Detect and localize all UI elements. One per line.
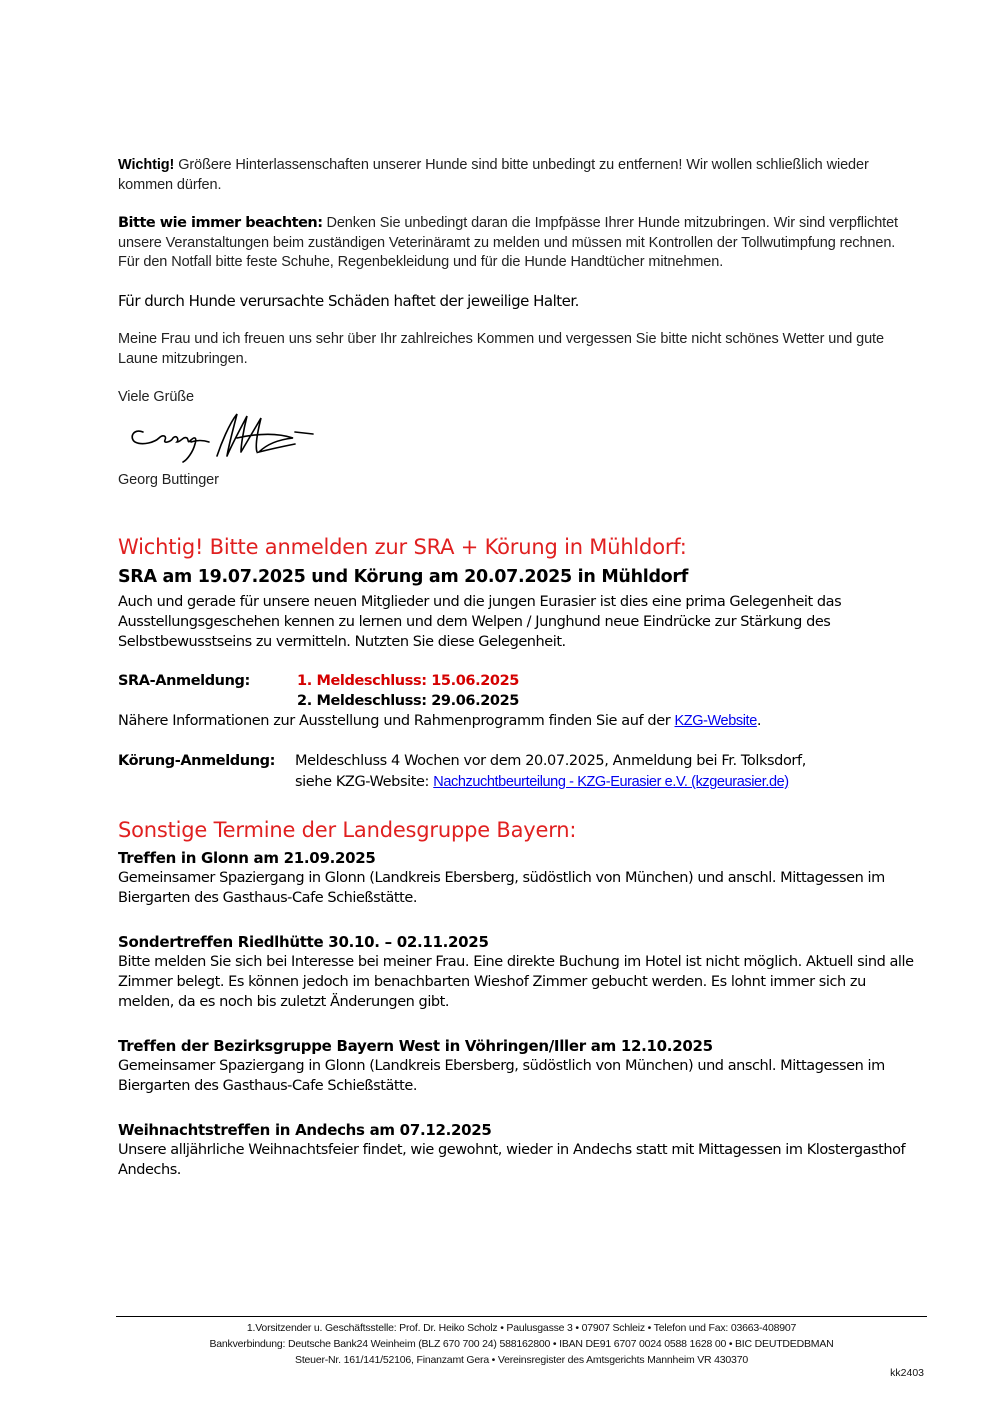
- signature-name: Georg Buttinger: [118, 472, 219, 488]
- greeting: Viele Grüße: [118, 389, 195, 405]
- sra-info-end: .: [756, 713, 762, 729]
- event-text: Unsere alljährliche Weihnachtsfeier findet, wie gewohnt, wieder in Andechs statt mit Mittagessen im Klostergasthof Andechs.: [118, 1142, 906, 1178]
- deadline-1: 1. Meldeschluss: 15.06.2025: [297, 673, 519, 689]
- event-item: [118, 1120, 918, 1180]
- footer-divider: [116, 1316, 927, 1317]
- reminder-paragraph: [118, 214, 918, 273]
- signature-image: [125, 408, 315, 464]
- event-item: [118, 848, 918, 908]
- koerung-line-2: [295, 774, 789, 790]
- deadline-2: 2. Meldeschluss: 29.06.2025: [297, 693, 519, 709]
- event-item: [118, 1036, 918, 1096]
- reminder-text: Denken Sie unbedingt daran die Impfpässe Ihrer Hunde mitzubringen. Wir sind verpflichtet unsere Veranstaltungen beim zuständigen Veterinäramt zu melden und müssen mit Kontrollen der Tollwutimpfung rechnen. Für den Notfall bitte feste Schuhe, Regenbekleidung und für die Hunde Handtücher mitnehmen.: [118, 215, 898, 270]
- liability-note: Für durch Hunde verursachte Schäden haftet der jeweilige Halter.: [118, 292, 579, 310]
- closing-paragraph: Meine Frau und ich freuen uns sehr über Ihr zahlreiches Kommen und vergessen Sie bitte nicht schönes Wetter und gute Laune mitzubringen.: [118, 331, 884, 367]
- events-heading: Sonstige Termine der Landesgruppe Bayern:: [118, 818, 577, 842]
- event-item: [118, 932, 918, 1012]
- sra-heading: Wichtig! Bitte anmelden zur SRA + Körung in Mühldorf:: [118, 535, 687, 559]
- sra-intro: Auch und gerade für unsere neuen Mitglieder und die jungen Eurasier ist dies eine prima Gelegenheit das Ausstellungsgeschehen kennen zu lernen und dem Welpen / Junghund neue Eindrücke zur Stärkung des Selbstbewusstseins zu vermitteln. Nutzten Sie diese Gelegenheit.: [118, 594, 842, 650]
- footer-line-2: Bankverbindung: Deutsche Bank24 Weinheim (BLZ 670 700 24) 588162800 • IBAN DE91 6707 0024 0588 1628 00 • BIC DEUTDEDBMAN: [209, 1338, 834, 1350]
- important-notice: [118, 156, 918, 195]
- event-text: Bitte melden Sie sich bei Interesse bei meiner Frau. Eine direkte Buchung im Hotel ist nicht möglich. Aktuell sind alle Zimmer belegt. Es können jedoch im benachbarten Wieshof Zimmer gebucht werden. Es lohnt immer sich zu melden, da es noch bis zuletzt Änderungen gibt.: [118, 954, 914, 1010]
- nachzuchtbeurteilung-link[interactable]: Nachzuchtbeurteilung - KZG-Eurasier e.V. (kzgeurasier.de): [433, 774, 789, 790]
- event-title: Weihnachtstreffen in Andechs am 07.12.2025: [118, 1121, 492, 1139]
- important-label: Wichtig!: [118, 157, 175, 173]
- event-title: Treffen in Glonn am 21.09.2025: [118, 849, 376, 867]
- footer-line-3: Steuer-Nr. 161/141/52106, Finanzamt Gera • Vereinsregister des Amtsgerichts Mannheim VR 430370: [295, 1354, 748, 1366]
- sra-info-line: [118, 713, 761, 729]
- sra-info-text: Nähere Informationen zur Ausstellung und Rahmenprogramm finden Sie auf der: [118, 713, 675, 729]
- koerung-line-2-prefix: siehe KZG-Website:: [295, 774, 434, 790]
- koerung-registration-label: Körung-Anmeldung:: [118, 753, 275, 769]
- footer-line-1: 1.Vorsitzender u. Geschäftsstelle: Prof. Dr. Heiko Scholz • Paulusgasse 3 • 07907 Schleiz • Telefon und Fax: 03663-408907: [246, 1322, 797, 1334]
- event-title: Treffen der Bezirksgruppe Bayern West in Vöhringen/Iller am 12.10.2025: [118, 1037, 713, 1055]
- koerung-line-1: Meldeschluss 4 Wochen vor dem 20.07.2025, Anmeldung bei Fr. Tolksdorf,: [295, 753, 806, 769]
- reminder-label: Bitte wie immer beachten:: [118, 215, 323, 231]
- event-title: Sondertreffen Riedlhütte 30.10. – 02.11.2025: [118, 933, 489, 951]
- important-text: Größere Hinterlassenschaften unserer Hunde sind bitte unbedingt zu entfernen! Wir wollen schließlich wieder kommen dürfen.: [118, 157, 869, 193]
- document-code: kk2403: [890, 1367, 924, 1379]
- event-text: Gemeinsamer Spaziergang in Glonn (Landkreis Ebersberg, südöstlich von München) und anschl. Mittagessen im Biergarten des Gasthaus-Cafe Schießstätte.: [118, 1058, 885, 1094]
- sra-subheading: SRA am 19.07.2025 und Körung am 20.07.2025 in Mühldorf: [118, 567, 689, 587]
- kzg-website-link[interactable]: KZG-Website: [674, 713, 757, 729]
- sra-registration-label: SRA-Anmeldung:: [118, 673, 250, 689]
- event-text: Gemeinsamer Spaziergang in Glonn (Landkreis Ebersberg, südöstlich von München) und anschl. Mittagessen im Biergarten des Gasthaus-Cafe Schießstätte.: [118, 870, 885, 906]
